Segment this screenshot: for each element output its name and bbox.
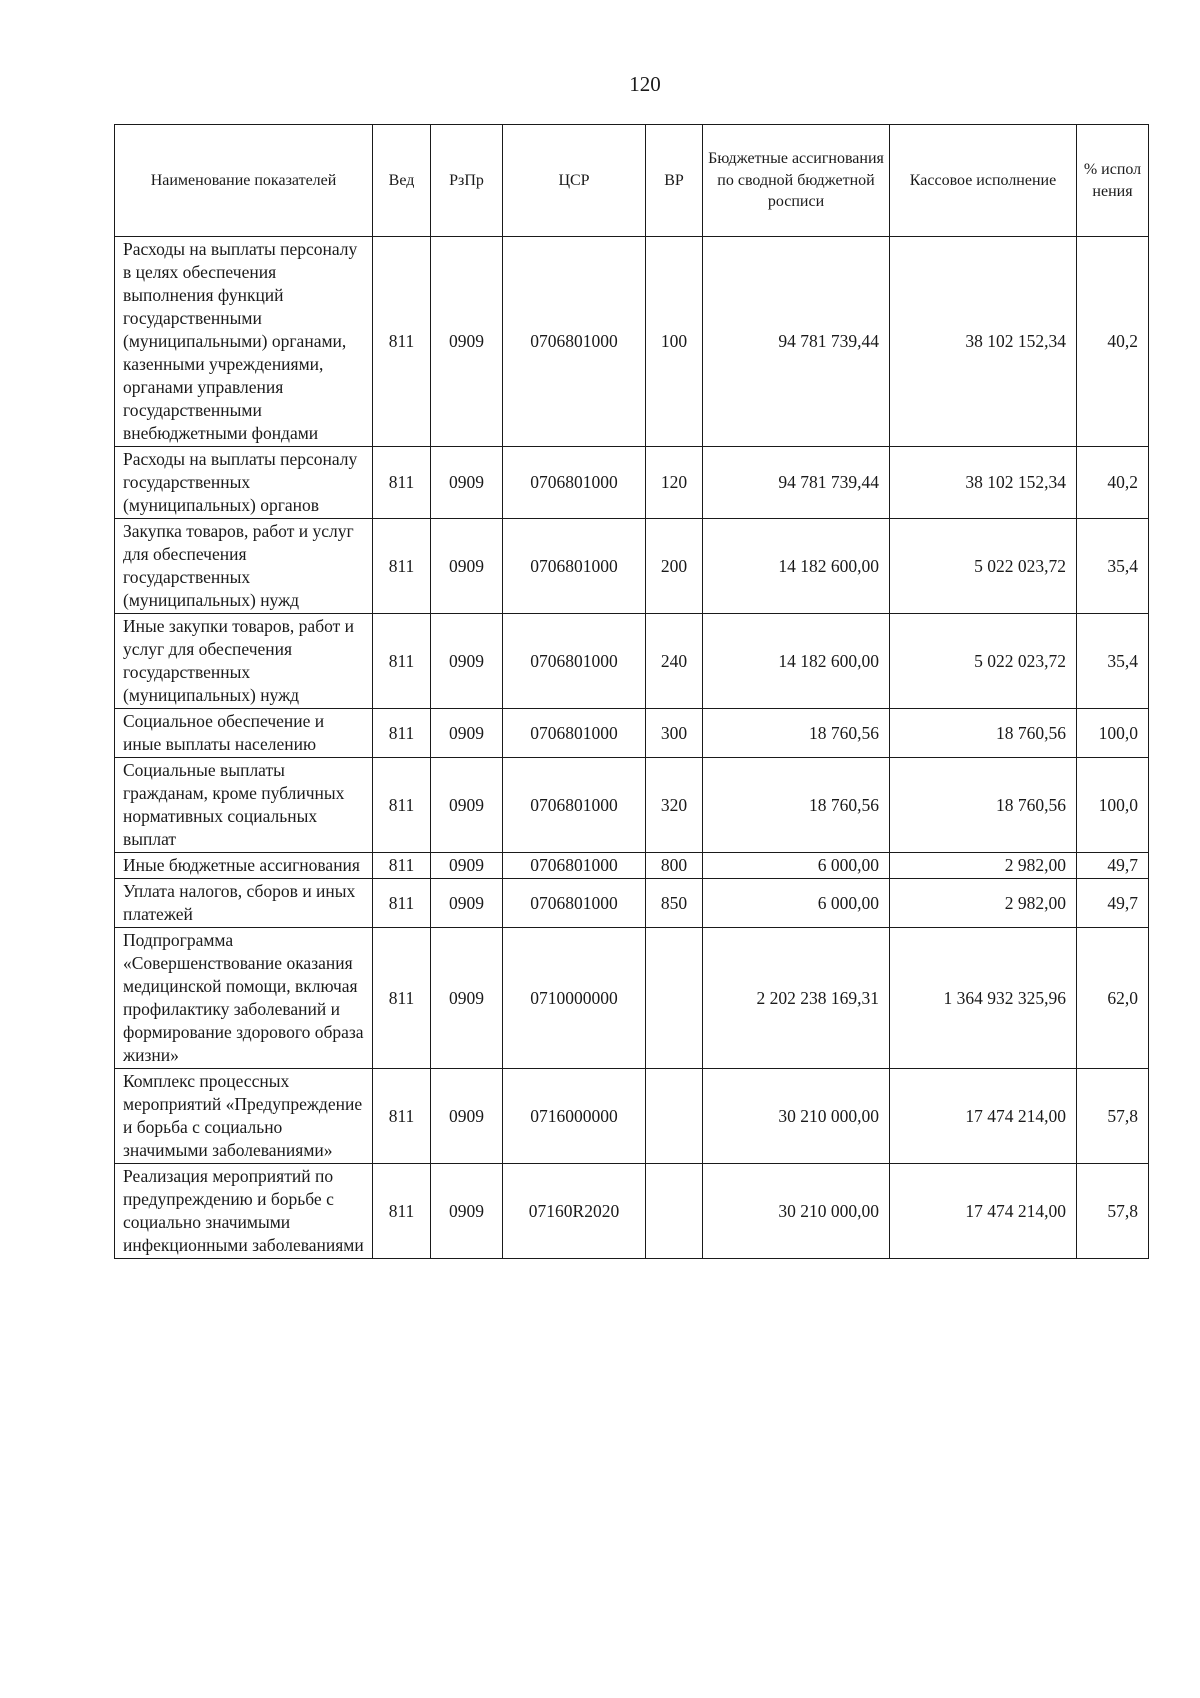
header-fact: Кассовое исполнение	[890, 125, 1077, 237]
cell-fact: 38 102 152,34	[890, 237, 1077, 447]
cell-name: Иные закупки товаров, работ и услуг для обеспечения государственных (муниципальных) нужд	[115, 614, 373, 709]
cell-fact: 5 022 023,72	[890, 614, 1077, 709]
table-row	[115, 928, 1149, 1069]
cell-fact: 17 474 214,00	[890, 1069, 1077, 1164]
cell-csr: 0706801000	[503, 519, 646, 614]
cell-vr: 200	[646, 519, 703, 614]
cell-vr	[646, 1164, 703, 1259]
cell-fact: 5 022 023,72	[890, 519, 1077, 614]
cell-pct: 100,0	[1077, 758, 1149, 853]
cell-name: Иные бюджетные ассигнования	[115, 853, 373, 879]
cell-ved: 811	[373, 1164, 431, 1259]
cell-name: Комплекс процессных мероприятий «Предупреждение и борьба с социально значимыми заболеваниями»	[115, 1069, 373, 1164]
cell-name: Социальное обеспечение и иные выплаты населению	[115, 709, 373, 758]
cell-plan: 6 000,00	[703, 879, 890, 928]
cell-csr: 0716000000	[503, 1069, 646, 1164]
cell-rzpr: 0909	[431, 1164, 503, 1259]
cell-pct: 35,4	[1077, 519, 1149, 614]
cell-plan: 30 210 000,00	[703, 1164, 890, 1259]
cell-csr: 0706801000	[503, 709, 646, 758]
table-row	[115, 614, 1149, 709]
cell-vr: 120	[646, 447, 703, 519]
cell-pct: 57,8	[1077, 1069, 1149, 1164]
cell-rzpr: 0909	[431, 758, 503, 853]
header-row	[115, 125, 1149, 237]
cell-csr: 0706801000	[503, 758, 646, 853]
cell-ved: 811	[373, 879, 431, 928]
cell-plan: 6 000,00	[703, 853, 890, 879]
header-ved: Вед	[373, 125, 431, 237]
cell-vr	[646, 1069, 703, 1164]
cell-vr: 800	[646, 853, 703, 879]
table-row	[115, 237, 1149, 447]
cell-ved: 811	[373, 447, 431, 519]
cell-plan: 30 210 000,00	[703, 1069, 890, 1164]
cell-csr: 0706801000	[503, 447, 646, 519]
cell-ved: 811	[373, 853, 431, 879]
table-row	[115, 709, 1149, 758]
header-pct: % испол нения	[1077, 125, 1149, 237]
table-row	[115, 1164, 1149, 1259]
table-row	[115, 447, 1149, 519]
header-rzpr: РзПр	[431, 125, 503, 237]
table-header	[115, 125, 1149, 237]
cell-name: Закупка товаров, работ и услуг для обеспечения государственных (муниципальных) нужд	[115, 519, 373, 614]
cell-ved: 811	[373, 758, 431, 853]
cell-plan: 18 760,56	[703, 709, 890, 758]
table-body	[115, 237, 1149, 1259]
cell-ved: 811	[373, 237, 431, 447]
cell-name: Расходы на выплаты персоналу государственных (муниципальных) органов	[115, 447, 373, 519]
cell-name: Социальные выплаты гражданам, кроме публичных нормативных социальных выплат	[115, 758, 373, 853]
header-csr: ЦСР	[503, 125, 646, 237]
cell-csr: 0706801000	[503, 879, 646, 928]
cell-ved: 811	[373, 928, 431, 1069]
cell-ved: 811	[373, 709, 431, 758]
cell-fact: 18 760,56	[890, 758, 1077, 853]
cell-fact: 2 982,00	[890, 879, 1077, 928]
cell-rzpr: 0909	[431, 447, 503, 519]
table-row	[115, 758, 1149, 853]
cell-rzpr: 0909	[431, 614, 503, 709]
cell-pct: 62,0	[1077, 928, 1149, 1069]
cell-fact: 18 760,56	[890, 709, 1077, 758]
cell-fact: 2 982,00	[890, 853, 1077, 879]
cell-ved: 811	[373, 614, 431, 709]
table-row	[115, 519, 1149, 614]
page-number: 120	[629, 72, 661, 96]
cell-pct: 35,4	[1077, 614, 1149, 709]
cell-rzpr: 0909	[431, 709, 503, 758]
cell-plan: 94 781 739,44	[703, 447, 890, 519]
table-row	[115, 853, 1149, 879]
cell-vr: 300	[646, 709, 703, 758]
cell-name: Подпрограмма «Совершенствование оказания медицинской помощи, включая профилактику заболеваний и формирование здорового образа жизни»	[115, 928, 373, 1069]
cell-plan: 14 182 600,00	[703, 519, 890, 614]
cell-name: Уплата налогов, сборов и иных платежей	[115, 879, 373, 928]
cell-pct: 40,2	[1077, 237, 1149, 447]
cell-csr: 0706801000	[503, 614, 646, 709]
cell-pct: 49,7	[1077, 879, 1149, 928]
cell-pct: 49,7	[1077, 853, 1149, 879]
cell-plan: 2 202 238 169,31	[703, 928, 890, 1069]
header-vr: ВР	[646, 125, 703, 237]
cell-vr: 240	[646, 614, 703, 709]
header-plan: Бюджетные ассигнования по сводной бюджетной росписи	[703, 125, 890, 237]
cell-vr: 320	[646, 758, 703, 853]
table-row	[115, 879, 1149, 928]
table-row	[115, 1069, 1149, 1164]
cell-rzpr: 0909	[431, 879, 503, 928]
cell-vr	[646, 928, 703, 1069]
cell-rzpr: 0909	[431, 519, 503, 614]
cell-fact: 38 102 152,34	[890, 447, 1077, 519]
cell-name: Расходы на выплаты персоналу в целях обеспечения выполнения функций государственными (муниципальными) органами, казенными учреждениями, органами управления государственными внебюджетными фондами	[115, 237, 373, 447]
budget-execution-table	[114, 124, 1149, 1259]
cell-pct: 40,2	[1077, 447, 1149, 519]
cell-plan: 18 760,56	[703, 758, 890, 853]
cell-pct: 57,8	[1077, 1164, 1149, 1259]
cell-plan: 94 781 739,44	[703, 237, 890, 447]
cell-ved: 811	[373, 519, 431, 614]
cell-csr: 0706801000	[503, 237, 646, 447]
cell-rzpr: 0909	[431, 237, 503, 447]
cell-ved: 811	[373, 1069, 431, 1164]
cell-name: Реализация мероприятий по предупреждению и борьбе с социально значимыми инфекционными заболеваниями	[115, 1164, 373, 1259]
cell-csr: 0710000000	[503, 928, 646, 1069]
cell-fact: 17 474 214,00	[890, 1164, 1077, 1259]
cell-csr: 0706801000	[503, 853, 646, 879]
header-name: Наименование показателей	[115, 125, 373, 237]
cell-rzpr: 0909	[431, 928, 503, 1069]
cell-csr: 07160R2020	[503, 1164, 646, 1259]
cell-plan: 14 182 600,00	[703, 614, 890, 709]
cell-vr: 100	[646, 237, 703, 447]
cell-vr: 850	[646, 879, 703, 928]
cell-pct: 100,0	[1077, 709, 1149, 758]
cell-rzpr: 0909	[431, 1069, 503, 1164]
cell-fact: 1 364 932 325,96	[890, 928, 1077, 1069]
cell-rzpr: 0909	[431, 853, 503, 879]
